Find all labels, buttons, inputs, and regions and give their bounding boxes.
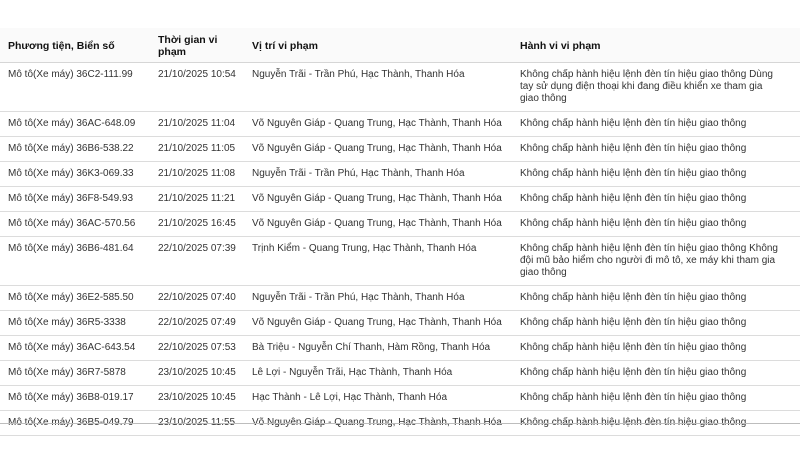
table-row (0, 112, 800, 137)
cell-vehicle: Mô tô(Xe máy) 36R7-5878 (0, 361, 154, 386)
cell-time: 21/10/2025 11:05 (154, 137, 249, 162)
cell-time: 22/10/2025 07:53 (154, 336, 249, 361)
cell-behavior: Không chấp hành hiệu lệnh đèn tín hiệu giao thông (515, 137, 800, 162)
cell-time: 22/10/2025 07:40 (154, 286, 249, 311)
table-row (0, 237, 800, 286)
cell-vehicle: Mô tô(Xe máy) 36AC-643.54 (0, 336, 154, 361)
table-body (0, 63, 800, 436)
violations-table-container (0, 28, 800, 436)
table-row (0, 311, 800, 336)
cell-behavior: Không chấp hành hiệu lệnh đèn tín hiệu giao thông (515, 212, 800, 237)
cell-behavior: Không chấp hành hiệu lệnh đèn tín hiệu giao thông (515, 311, 800, 336)
cell-vehicle: Mô tô(Xe máy) 36R5-3338 (0, 311, 154, 336)
cell-vehicle: Mô tô(Xe máy) 36B6-481.64 (0, 237, 154, 286)
cell-behavior: Không chấp hành hiệu lệnh đèn tín hiệu giao thông Không đội mũ bảo hiểm cho người đi mô tô, xe máy khi tham gia giao thông (515, 237, 800, 286)
header-vehicle: Phương tiện, Biển số (0, 28, 154, 63)
table-header (0, 28, 800, 63)
cell-time: 23/10/2025 10:45 (154, 386, 249, 411)
table-row (0, 187, 800, 212)
table-row (0, 137, 800, 162)
table-row (0, 286, 800, 311)
cell-vehicle: Mô tô(Xe máy) 36C2-111.99 (0, 63, 154, 112)
violations-table (0, 28, 800, 436)
cell-behavior: Không chấp hành hiệu lệnh đèn tín hiệu giao thông (515, 187, 800, 212)
cell-behavior: Không chấp hành hiệu lệnh đèn tín hiệu giao thông (515, 162, 800, 187)
cell-vehicle: Mô tô(Xe máy) 36AC-570.56 (0, 212, 154, 237)
cell-time: 21/10/2025 11:04 (154, 112, 249, 137)
cell-time: 22/10/2025 07:49 (154, 311, 249, 336)
table-row (0, 336, 800, 361)
cell-time: 22/10/2025 07:39 (154, 237, 249, 286)
cell-time: 21/10/2025 11:08 (154, 162, 249, 187)
cell-vehicle: Mô tô(Xe máy) 36B8-019.17 (0, 386, 154, 411)
cell-behavior: Không chấp hành hiệu lệnh đèn tín hiệu giao thông (515, 286, 800, 311)
header-row (0, 28, 800, 63)
cell-vehicle: Mô tô(Xe máy) 36K3-069.33 (0, 162, 154, 187)
header-time: Thời gian vi phạm (154, 28, 249, 63)
cell-location: Nguyễn Trãi - Trần Phú, Hạc Thành, Thanh Hóa (249, 286, 515, 311)
table-row (0, 63, 800, 112)
cell-location: Trịnh Kiểm - Quang Trung, Hạc Thành, Thanh Hóa (249, 237, 515, 286)
cell-vehicle: Mô tô(Xe máy) 36AC-648.09 (0, 112, 154, 137)
cell-location: Võ Nguyên Giáp - Quang Trung, Hạc Thành, Thanh Hóa (249, 112, 515, 137)
cell-location: Lê Lợi - Nguyễn Trãi, Hạc Thành, Thanh Hóa (249, 361, 515, 386)
cell-location: Nguyễn Trãi - Trần Phú, Hạc Thành, Thanh Hóa (249, 63, 515, 112)
table-row (0, 212, 800, 237)
cell-vehicle: Mô tô(Xe máy) 36B6-538.22 (0, 137, 154, 162)
cell-time: 21/10/2025 10:54 (154, 63, 249, 112)
cell-behavior: Không chấp hành hiệu lệnh đèn tín hiệu giao thông (515, 112, 800, 137)
cell-location: Võ Nguyên Giáp - Quang Trung, Hạc Thành, Thanh Hóa (249, 137, 515, 162)
cell-location: Bà Triệu - Nguyễn Chí Thanh, Hàm Rồng, Thanh Hóa (249, 336, 515, 361)
cell-location: Võ Nguyên Giáp - Quang Trung, Hạc Thành, Thanh Hóa (249, 212, 515, 237)
cell-location: Võ Nguyên Giáp - Quang Trung, Hạc Thành, Thanh Hóa (249, 311, 515, 336)
cell-time: 21/10/2025 16:45 (154, 212, 249, 237)
bottom-divider (0, 423, 800, 424)
cell-behavior: Không chấp hành hiệu lệnh đèn tín hiệu giao thông (515, 361, 800, 386)
cell-location: Nguyễn Trãi - Trần Phú, Hạc Thành, Thanh Hóa (249, 162, 515, 187)
cell-behavior: Không chấp hành hiệu lệnh đèn tín hiệu giao thông Dùng tay sử dụng điện thoại khi đang điều khiển xe tham gia giao thông (515, 63, 800, 112)
cell-behavior: Không chấp hành hiệu lệnh đèn tín hiệu giao thông (515, 336, 800, 361)
cell-time: 23/10/2025 10:45 (154, 361, 249, 386)
header-location: Vị trí vi phạm (249, 28, 515, 63)
table-row (0, 386, 800, 411)
cell-behavior: Không chấp hành hiệu lệnh đèn tín hiệu giao thông (515, 386, 800, 411)
table-row (0, 361, 800, 386)
header-behavior: Hành vi vi phạm (515, 28, 800, 63)
cell-location: Võ Nguyên Giáp - Quang Trung, Hạc Thành, Thanh Hóa (249, 187, 515, 212)
cell-vehicle: Mô tô(Xe máy) 36E2-585.50 (0, 286, 154, 311)
table-row (0, 162, 800, 187)
cell-time: 21/10/2025 11:21 (154, 187, 249, 212)
cell-vehicle: Mô tô(Xe máy) 36F8-549.93 (0, 187, 154, 212)
cell-location: Hạc Thành - Lê Lợi, Hạc Thành, Thanh Hóa (249, 386, 515, 411)
